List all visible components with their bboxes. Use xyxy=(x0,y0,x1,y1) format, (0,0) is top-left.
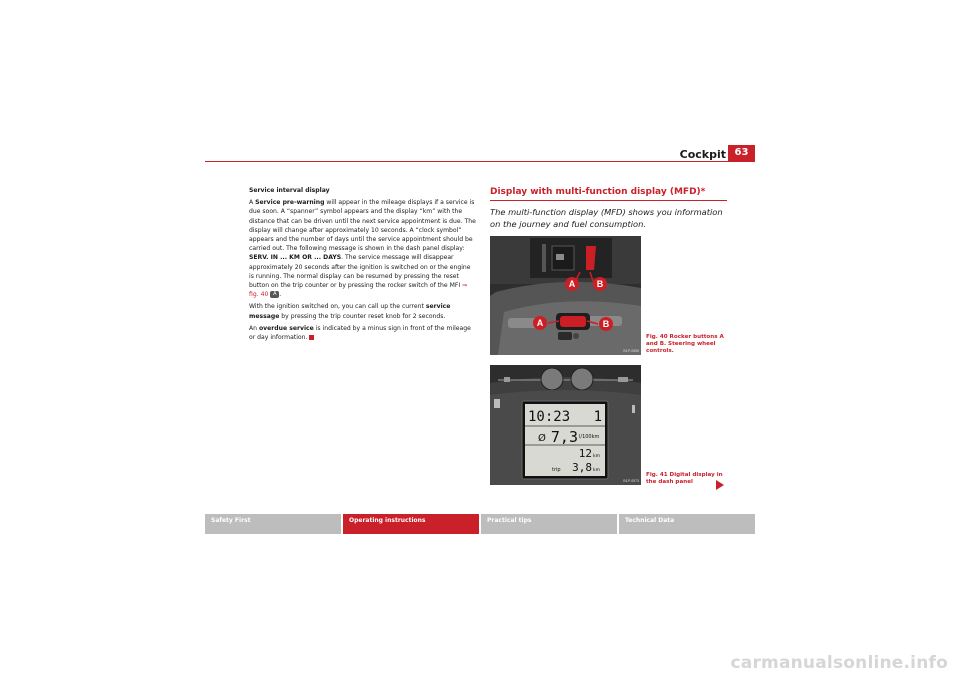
svg-text:A: A xyxy=(536,318,544,328)
service-message-paragraph: With the ignition switched on, you can call up the current service message by pressing the trip counter reset knob for 2 seconds. xyxy=(249,303,451,320)
chapter-title: Cockpit xyxy=(679,148,726,161)
figure-reference-link[interactable]: ⇒ fig. 40 xyxy=(249,282,468,299)
footer-tab-safety-first[interactable]: Safety First xyxy=(205,514,341,534)
trip-readout: 3,8 xyxy=(572,461,592,474)
footer-tab-practical-tips[interactable]: Practical tips xyxy=(481,514,617,534)
figure-code: B1P-0573 xyxy=(623,479,639,483)
figure-40-steering-controls xyxy=(490,236,641,355)
fuel-pump-icon xyxy=(494,399,500,408)
figure-41-caption: Fig. 41 Digital display in the dash panel xyxy=(646,472,723,485)
figure-41-digital-display xyxy=(490,365,641,485)
service-prewarning-paragraph: A Service pre-warning will appear in the mileage displays if a service is due soon. A “spanner” symbol appears and the display “km” with the distance that can be driven until the next service appointment is due. The display will change after approximately 10 seconds. A “clock symbol” appears and the number of days until the service appointment should be carried out. The following message is shown in the dash panel display: SERV. IN ... KM OR ... DAYS. The service message will disappear approximately 20 seconds after the ignition is switched on or the engine is running. The normal display can be resumed by pressing the reset button on the trip counter or by pressing the rocker switch of the MFI ⇒ fig. 40 A . xyxy=(249,199,476,299)
mfd-section-subtitle: The multi-function display (MFD) shows you information on the journey and fuel consumption. xyxy=(490,207,723,229)
button-a-badge: A xyxy=(270,291,279,298)
figure-code: B1P-0555 xyxy=(623,349,639,353)
section-rule xyxy=(490,200,727,201)
header-rule xyxy=(205,161,755,162)
trip-label: trip xyxy=(552,467,561,473)
watermark: carmanualsonline.info xyxy=(730,653,948,673)
gear-readout: 1 xyxy=(593,409,602,425)
svg-text:A: A xyxy=(568,279,576,289)
mfd-section-title: Display with multi-function display (MFD)* xyxy=(490,187,706,197)
dash-display-illustration xyxy=(490,365,641,485)
temperature-icon xyxy=(632,405,635,413)
range-unit: km xyxy=(593,454,600,459)
footer-tab-technical-data[interactable]: Technical Data xyxy=(619,514,755,534)
consumption-readout: 7,3 xyxy=(550,428,578,446)
steering-wheel-illustration xyxy=(490,236,641,355)
overdue-service-paragraph: An overdue service is indicated by a minus sign in front of the mileage or day information. xyxy=(249,324,471,342)
service-interval-heading: Service interval display xyxy=(249,187,330,194)
page-number: 63 xyxy=(728,145,755,161)
svg-text:B: B xyxy=(596,279,604,289)
section-end-marker xyxy=(309,335,314,340)
footer-tab-operating-instructions[interactable]: Operating instructions xyxy=(343,514,479,534)
svg-text:B: B xyxy=(602,319,610,329)
consumption-unit: l/100km xyxy=(579,434,600,440)
clock-readout: 10:23 xyxy=(528,409,571,425)
service-interval-section xyxy=(249,186,477,345)
average-symbol: Ø xyxy=(538,433,546,444)
trip-unit: km xyxy=(593,468,600,473)
figure-40-caption: Fig. 40 Rocker buttons A and B. Steering wheel controls. xyxy=(646,334,724,354)
continue-arrow-icon xyxy=(716,480,724,490)
range-readout: 12 xyxy=(578,447,592,460)
